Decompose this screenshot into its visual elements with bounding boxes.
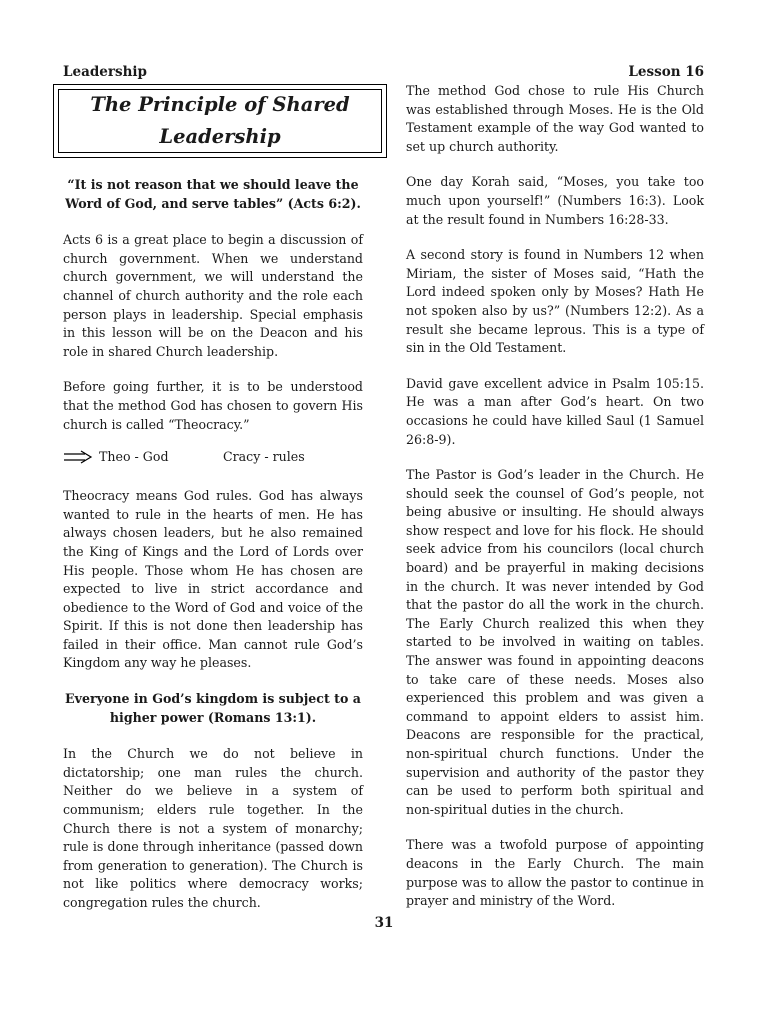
paragraph: David gave excellent advice in Psalm 105:15. He was a man after God’s heart. On two occasions he could have killed Saul (1 Samuel 26:8-9). — [406, 375, 704, 447]
paragraph: Before going further, it is to be understood that the method God has chosen to govern His church is called “Theocracy.” — [63, 379, 363, 432]
paragraph: Theocracy means God rules. God has always wanted to rule in the hearts of men. He has always chosen leaders, but he also remained the King of Kings and the Lord of Lords over His people. Those whom He has chosen are expected to live in strict accordance and obedience to the Word of God and voice of the Spirit. If this is not done then leadership has failed in their office. Man cannot rule God’s Kingdom any way he pleases. — [63, 488, 363, 671]
cracy-definition: Cracy - rules — [223, 448, 305, 464]
page-number: 31 — [374, 915, 394, 931]
paragraph: In the Church we do not believe in dictatorship; one man rules the church. Neither do we believe in a system of communism; elders rule together. In the Church there is not a system of monarchy; rule is done through inheritance (passed down from generation to generation). The Church is not like politics where democracy works; congregation rules the church. — [63, 746, 363, 910]
left-column — [63, 176, 363, 930]
page-title: The Principle of Shared Leadership — [58, 89, 382, 153]
paragraph: A second story is found in Numbers 12 when Miriam, the sister of Moses said, “Hath the Lord indeed spoken only by Moses? Hath He not spoken also by us?” (Numbers 12:2). As a result she became leprous. This is a type of sin in the Old Testament. — [406, 247, 704, 356]
paragraph: The Pastor is God’s leader in the Church. He should seek the counsel of God’s people, not being abusive or insulting. He should always show respect and love for his flock. He should seek advice from his councilors (local church board) and be prayerful in making decisions in the church. It was never intended by God that the pastor do all the work in the church. The Early Church realized this when they started to be involved in waiting on tables. The answer was found in appointing deacons to take care of these needs. Moses also experienced this problem and was given a command to appoint elders to assist him. Deacons are responsible for the practical, non-spiritual church functions. Under the supervision and authority of the pastor they can be used to perform both spiritual and non-spiritual duties in the church. — [406, 467, 704, 817]
header-lesson-label: Lesson 16 — [628, 64, 704, 80]
right-column — [406, 82, 704, 928]
paragraph: One day Korah said, “Moses, you take too much upon yourself!” (Numbers 16:3). Look at the result found in Numbers 16:28-33. — [406, 174, 704, 227]
bold-statement: Everyone in God’s kingdom is subject to a higher power (Romans 13:1). — [65, 691, 361, 725]
paragraph: Acts 6 is a great place to begin a discussion of church government. When we understand church government, we will understand the channel of church authority and the role each person plays in leadership. Special emphasis in this lesson will be on the Deacon and his role in shared Church leadership. — [63, 232, 363, 359]
arrow-right-icon — [63, 450, 93, 464]
paragraph: The method God chose to rule His Church was established through Moses. He is the Old Testament example of the way God wanted to set up church authority. — [406, 83, 704, 154]
paragraph: There was a twofold purpose of appointing deacons in the Early Church. The main purpose was to allow the pastor to continue in prayer and ministry of the Word. — [406, 837, 704, 909]
scripture-quote: “It is not reason that we should leave the Word of God, and serve tables” (Acts 6:2). — [65, 177, 361, 211]
theo-definition: Theo - God — [99, 448, 169, 464]
header-section-label: Leadership — [63, 64, 147, 80]
theocracy-definition — [63, 447, 363, 467]
title-box — [53, 84, 387, 158]
